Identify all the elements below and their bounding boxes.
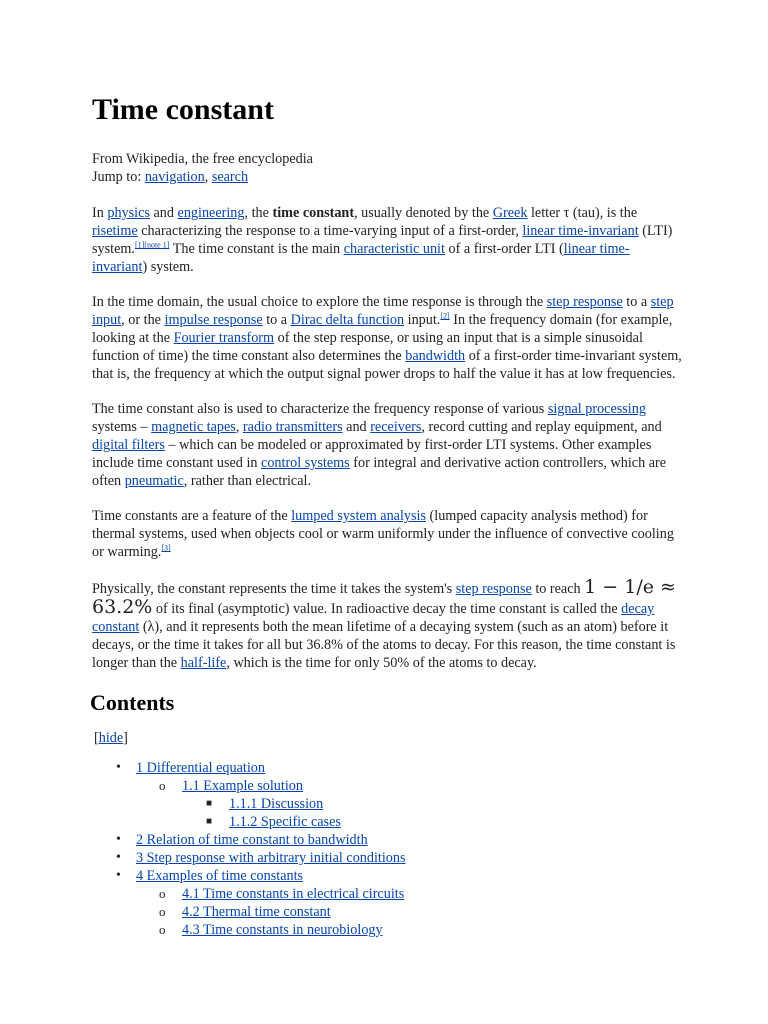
text: input. [404,312,441,328]
receivers-link[interactable]: receivers [370,419,422,435]
disc-bullet-icon: • [116,868,121,883]
toc-link[interactable]: 2 Relation of time constant to bandwidth [136,832,368,848]
intro-paragraph-1 [92,204,682,276]
toc-item [92,867,682,885]
text: to a [262,312,291,328]
greek-link[interactable]: Greek [492,205,528,221]
text: (lumped capacity analysis method) for thermal systems, used when objects cool or warm uniformly under the influence of convective cooling or warming. [92,508,674,560]
text: Physically, the constant represents the time it takes the system's [92,581,456,597]
text: to reach [531,581,585,597]
toc-link[interactable]: 1.1 Example solution [182,778,303,794]
text: systems – [92,419,152,435]
lti-link-2[interactable]: linear time-invariant [92,241,630,275]
text: In the time domain, the usual choice to explore the time response is through the [92,294,547,310]
text: , rather than electrical. [183,473,312,489]
text: – which can be modeled or approximated by first-order LTI systems. Other examples include time constant used in [92,437,652,471]
text: (LTI) system. [92,223,673,257]
citation-2-link[interactable]: [2] [440,311,450,321]
characteristic-unit-link[interactable]: characteristic unit [343,241,445,257]
jump-sep: , [204,169,209,185]
text: In the frequency domain (for example, looking at the [92,312,673,346]
text: letter τ (tau), is the [527,205,638,221]
bracket: [ [94,730,99,746]
text: to a [622,294,651,310]
jump-prefix: Jump to: [92,169,142,185]
toc-link[interactable]: 4.1 Time constants in electrical circuits [182,886,405,902]
fourier-transform-link[interactable]: Fourier transform [173,330,275,346]
text: , [235,419,243,435]
text: The time constant is the main [169,241,344,257]
page-title: Time constant [92,93,274,126]
text: The time constant also is used to characterize the frequency response of various [92,401,548,417]
toc-item [92,903,682,921]
magnetic-tapes-link[interactable]: magnetic tapes [151,419,236,435]
risetime-link[interactable]: risetime [92,223,138,239]
toc-link[interactable]: 4.2 Thermal time constant [182,904,331,920]
citation-3-link[interactable]: [3] [161,543,171,553]
radio-transmitters-link[interactable]: radio transmitters [242,419,343,435]
contents-heading: Contents [90,690,175,715]
text: and [149,205,178,221]
text: , or the [121,312,165,328]
math-formula: 1 − 1/e ≈ 63.2% [92,576,676,618]
disc-bullet-icon: • [116,760,121,775]
text: Time constants are a feature of the [92,508,292,524]
circle-bullet-icon: o [159,904,166,919]
disc-bullet-icon: • [116,832,121,847]
text: of a first-order LTI ( [444,241,564,257]
citation-1-link[interactable]: [1][note 1] [134,240,170,250]
bandwidth-link[interactable]: bandwidth [405,348,466,364]
toc-item [92,777,682,795]
toc-link[interactable]: 4.3 Time constants in neurobiology [182,922,383,938]
dirac-delta-link[interactable]: Dirac delta function [290,312,405,328]
toc-link[interactable]: 4 Examples of time constants [136,868,304,884]
text: characterizing the response to a time-varying input of a first-order, [137,223,523,239]
toc-item [92,831,682,849]
text: ) system. [142,259,194,275]
text: and [342,419,371,435]
text: for integral and derivative action controllers, which are often [92,455,667,489]
site-tagline: From Wikipedia, the free encyclopedia [92,151,313,167]
toc-toggle [94,729,682,747]
toc-item [92,885,682,903]
digital-filters-link[interactable]: digital filters [92,437,165,453]
toc-item [92,921,682,939]
toc-item [92,795,682,813]
article-content [92,92,682,939]
intro-paragraph-2 [92,293,682,383]
step-response-link[interactable]: step response [546,294,623,310]
text: , record cutting and replay equipment, and [421,419,662,435]
disc-bullet-icon: • [116,850,121,865]
signal-processing-link[interactable]: signal processing [547,401,646,417]
toc-link[interactable]: 1 Differential equation [136,760,265,776]
intro-paragraph-4 [92,507,682,561]
text: of the step response, or using an input that is a simple sinusoidal function of time) the time constant also determines the [92,330,643,364]
impulse-response-link[interactable]: impulse response [164,312,263,328]
text: of a first-order time-invariant system, that is, the frequency at which the output signal power drops to half the value it has at low frequencies. [92,348,682,382]
jump-search-link[interactable]: search [211,169,249,185]
jump-navigation-link[interactable]: navigation [144,169,205,185]
toc-item [92,813,682,831]
circle-bullet-icon: o [159,778,166,793]
engineering-link[interactable]: engineering [177,205,245,221]
circle-bullet-icon: o [159,922,166,937]
physics-link[interactable]: physics [107,205,150,221]
square-bullet-icon: ■ [206,798,213,809]
table-of-contents [92,759,682,939]
bracket: ] [123,730,128,746]
term-time-constant: time constant [272,205,355,221]
pneumatic-link[interactable]: pneumatic [124,473,184,489]
toc-item [92,849,682,867]
lumped-system-analysis-link[interactable]: lumped system analysis [291,508,426,524]
circle-bullet-icon: o [159,886,166,901]
text: of its final (asymptotic) value. In radioactive decay the time constant is called the [152,601,622,617]
text: (λ), and it represents both the mean lifetime of a decaying system (such as an atom) before it decays, or the time it takes for all but 36.8% of the atoms to decay. For this reason, the time constant is longer than the [92,619,676,671]
toc-link[interactable]: 1.1.1 Discussion [229,796,324,812]
step-response-link-2[interactable]: step response [455,581,532,597]
lti-link[interactable]: linear time-invariant [522,223,639,239]
toc-link[interactable]: 3 Step response with arbitrary initial conditions [136,850,406,866]
half-life-link[interactable]: half-life [180,655,227,671]
toc-link[interactable]: 1.1.2 Specific cases [229,814,341,830]
decay-constant-link[interactable]: decay constant [92,601,655,635]
text: , usually denoted by the [354,205,493,221]
jump-to-line [92,168,682,186]
intro-paragraph-3 [92,400,682,490]
text: , the [244,205,273,221]
square-bullet-icon: ■ [206,816,213,827]
text: In [92,205,108,221]
step-input-link[interactable]: step input [92,294,674,328]
toc-item [92,759,682,777]
control-systems-link[interactable]: control systems [261,455,350,471]
text: , which is the time for only 50% of the atoms to decay. [226,655,537,671]
hide-toc-link[interactable]: hide [98,730,124,746]
intro-paragraph-5 [92,578,682,672]
